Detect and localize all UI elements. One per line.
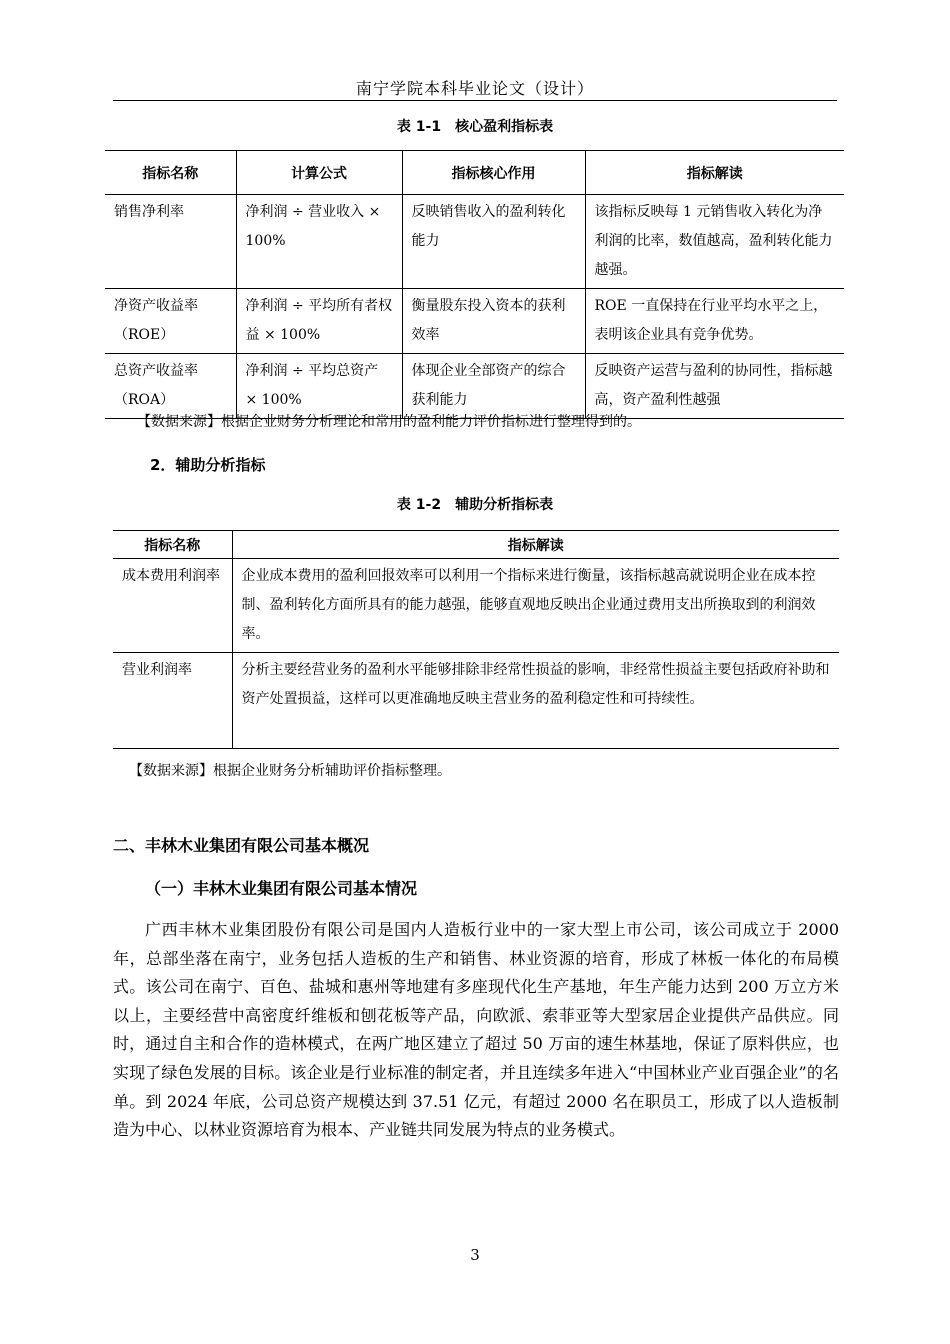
table-header-row (105, 151, 844, 195)
page-number: 3 (470, 1246, 480, 1264)
subsection-heading: （一）丰林木业集团有限公司基本情况 (145, 879, 418, 898)
table-cell: 净利润 ÷ 平均总资产 × 100% (236, 354, 402, 419)
column-header: 计算公式 (236, 151, 402, 195)
core-profit-table (105, 150, 844, 419)
table-row (105, 195, 844, 289)
table1-source-note: 【数据来源】根据企业财务分析理论和常用的盈利能力评价指标进行整理得到的。 (137, 414, 641, 430)
page-header: 南宁学院本科毕业论文（设计） (355, 79, 594, 98)
table-cell: 分析主要经营业务的盈利水平能够排除非经常性损益的影响，非经常性损益主要包括政府补助和资产处置损益，这样可以更准确地反映主营业务的盈利稳定性和可持续性。 (232, 653, 839, 749)
table-cell: 该指标反映每 1 元销售收入转化为净利润的比率，数值越高，盈利转化能力越强。 (585, 195, 844, 289)
auxiliary-indicator-table (113, 530, 839, 749)
table2-caption: 表 1-2 辅助分析指标表 (396, 497, 554, 513)
chapter-heading: 二、丰林木业集团有限公司基本概况 (113, 836, 370, 855)
table-cell: 销售净利率 (105, 195, 236, 289)
section-heading: 2．辅助分析指标 (150, 456, 266, 474)
table-header-row (113, 531, 839, 559)
table-cell: 营业利润率 (113, 653, 232, 749)
table-row (113, 559, 839, 653)
table-cell: 体现企业全部资产的综合获利能力 (402, 354, 585, 419)
table-cell: 衡量股东投入资本的获利效率 (402, 289, 585, 354)
table-cell: 净利润 ÷ 平均所有者权益 × 100% (236, 289, 402, 354)
table-cell: 成本费用利润率 (113, 559, 232, 653)
table-cell: 反映销售收入的盈利转化能力 (402, 195, 585, 289)
table-cell: 企业成本费用的盈利回报效率可以利用一个指标来进行衡量，该指标越高就说明企业在成本控制、盈利转化方面所具有的能力越强，能够直观地反映出企业通过费用支出所换取到的利润效率。 (232, 559, 839, 653)
table-cell: 总资产收益率（ROA） (105, 354, 236, 419)
column-header: 指标解读 (232, 531, 839, 559)
table-cell: 净利润 ÷ 营业收入 × 100% (236, 195, 402, 289)
table-row (105, 289, 844, 354)
body-paragraph: 广西丰林木业集团股份有限公司是国内人造板行业中的一家大型上市公司，该公司成立于 2000 年，总部坐落在南宁，业务包括人造板的生产和销售、林业资源的培育，形成了林板一体化的布局模式。该公司在南宁、百色、盐城和惠州等地建有多座现代化生产基地，年生产能力达到 200 万立方米以上，主要经营中高密度纤维板和刨花板等产品，向欧派、索菲亚等大型家居企业提供产品供应。同时，通过自主和合作的造林模式，在两广地区建立了超过 50 万亩的速生林基地，保证了原料供应，也实现了绿色发展的目标。该企业是行业标准的制定者，并且连续多年进入“中国林业产业百强企业”的名单。到 2024 年底，公司总资产规模达到 37.51 亿元，有超过 2000 名在职员工，形成了以人造板制造为中心、以林业资源培育为根本、产业链共同发展为特点的业务模式。 (113, 920, 839, 1140)
table-row (105, 354, 844, 419)
table-cell: 净资产收益率（ROE） (105, 289, 236, 354)
table2-source-note: 【数据来源】根据企业财务分析辅助评价指标整理。 (129, 763, 451, 779)
header-rule (113, 100, 837, 101)
table-cell: ROE 一直保持在行业平均水平之上，表明该企业具有竞争优势。 (585, 289, 844, 354)
table-cell: 反映资产运营与盈利的协同性，指标越高，资产盈利性越强 (585, 354, 844, 419)
table1-caption: 表 1-1 核心盈利指标表 (396, 119, 554, 135)
table-row (113, 653, 839, 749)
column-header: 指标解读 (585, 151, 844, 195)
column-header: 指标名称 (113, 531, 232, 559)
column-header: 指标核心作用 (402, 151, 585, 195)
column-header: 指标名称 (105, 151, 236, 195)
